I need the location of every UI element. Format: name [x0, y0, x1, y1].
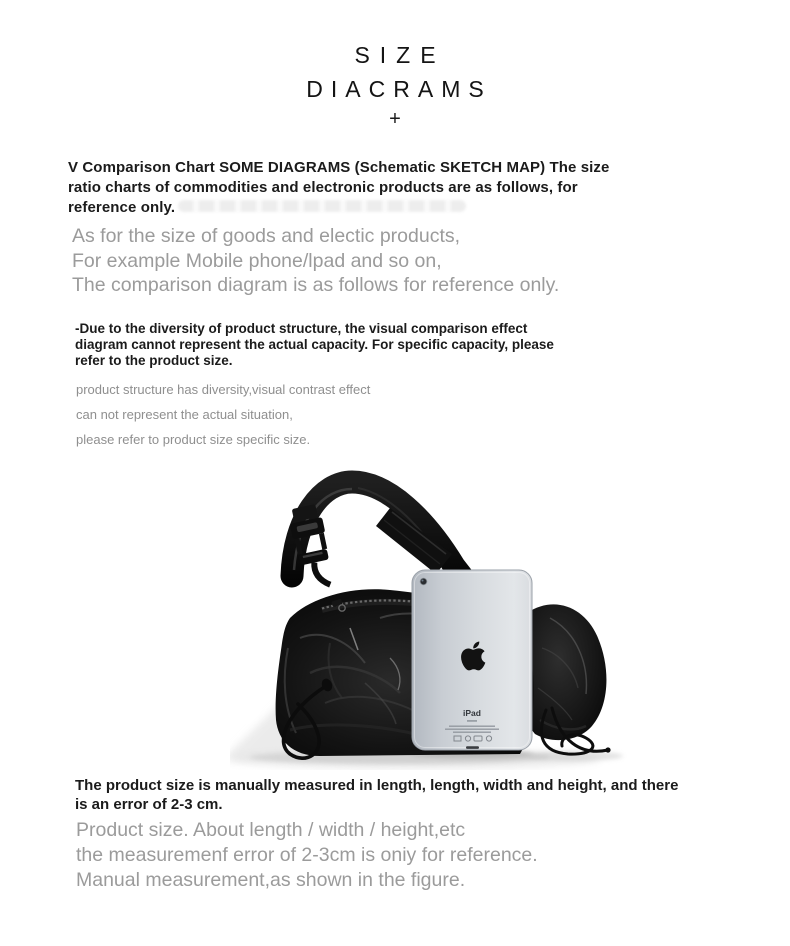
bag-right-side [527, 604, 606, 740]
footer-bold-paragraph [75, 776, 765, 814]
plus-icon: + [389, 108, 401, 130]
title-size: SIZE [354, 42, 446, 68]
ipad-illustration [412, 570, 532, 750]
text-line: As for the size of goods and electic products, [72, 225, 461, 247]
notice-small-paragraph [76, 377, 536, 452]
faded-watermark-text [178, 200, 466, 212]
text-line: the measuremenf error of 2-3cm is oniy for reference. [76, 844, 538, 866]
notice-bold-paragraph [75, 321, 615, 369]
intro-gray-paragraph [72, 224, 652, 298]
text-line: -Due to the diversity of product structure, the visual comparison effect [75, 321, 528, 336]
product-photo [230, 458, 640, 770]
page-title [0, 42, 790, 131]
text-line: The comparison diagram is as follows for reference only. [72, 274, 560, 297]
text-line: please refer to product size specific size. [76, 432, 311, 447]
text-line: can not represent the actual situation, [76, 407, 293, 422]
text-line: For example Mobile phone/lpad and so on, [72, 249, 442, 272]
title-diagrams: DIACRAMS [306, 76, 492, 102]
text-line: Manual measurement,as shown in the figure. [76, 869, 466, 891]
text-line: product structure has diversity,visual contrast effect [76, 382, 371, 397]
text-line: Product size. About length / width / height,etc [76, 819, 466, 841]
ipad-label: iPad [463, 708, 481, 718]
text-line: refer to the product size. [75, 353, 233, 368]
camera-icon [420, 578, 427, 585]
text-line: The product size is manually measured in length, length, width and height, and there [75, 777, 679, 794]
footer-gray-paragraph [76, 818, 656, 893]
text-line: is an error of 2-3 cm. [75, 796, 223, 813]
text-line: V Comparison Chart SOME DIAGRAMS (Schematic SKETCH MAP) The size [68, 159, 610, 176]
charging-port [466, 746, 479, 749]
text-line: reference only. [68, 199, 176, 216]
text-line: diagram cannot represent the actual capacity. For specific capacity, please [75, 337, 554, 352]
text-line: ratio charts of commodities and electronic products are as follows, for [68, 179, 578, 196]
bag-ipad-illustration [230, 458, 640, 770]
